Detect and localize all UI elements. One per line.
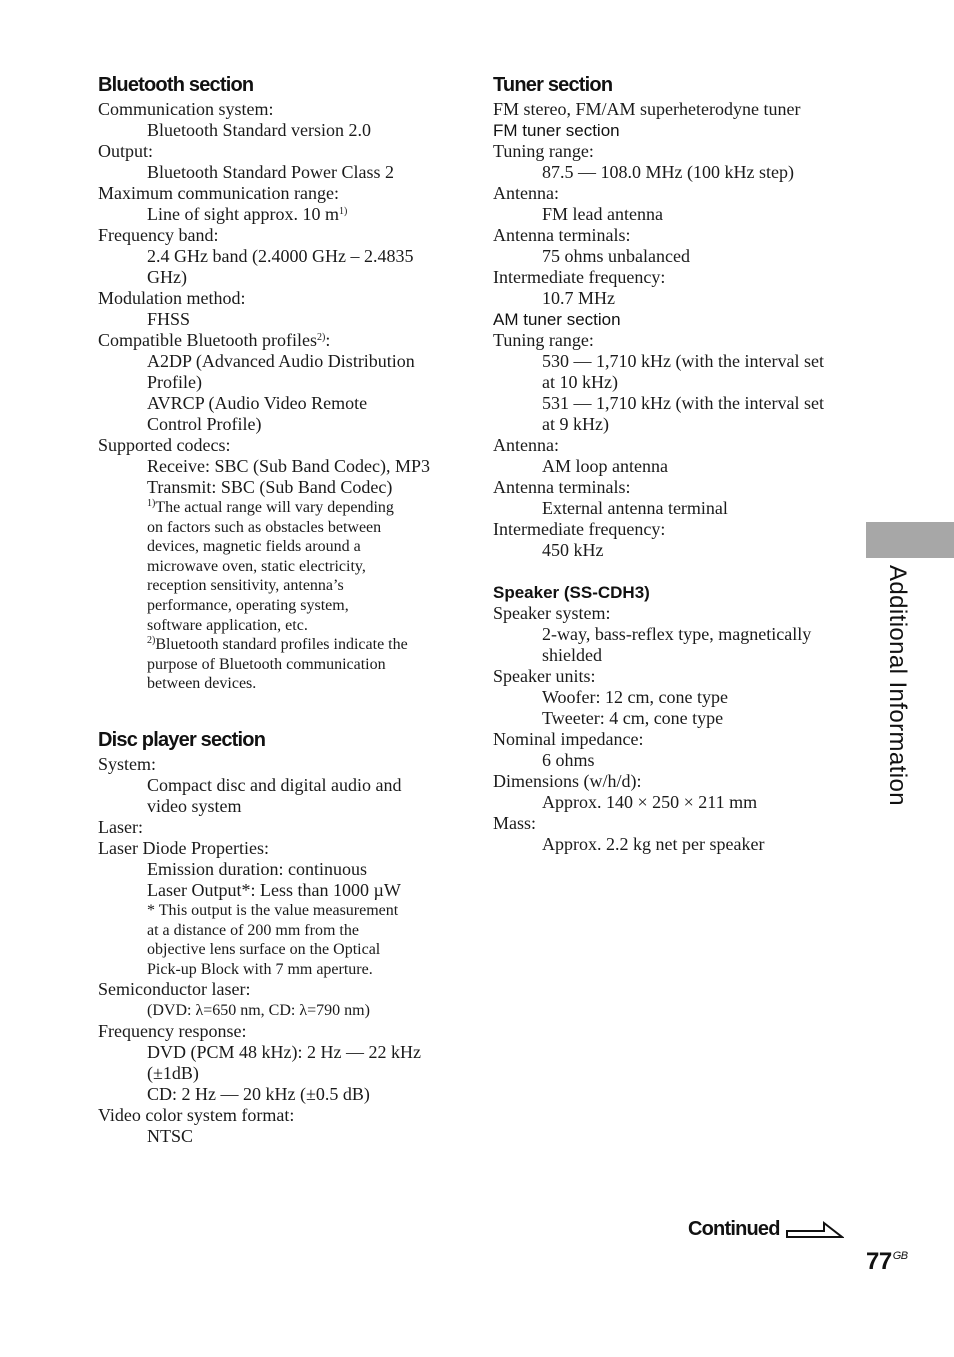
spec-label: Nominal impedance:: [493, 729, 644, 749]
footnote-ref: 2): [316, 332, 326, 343]
fm-tuner-subheading: FM tuner section: [493, 121, 620, 140]
spec-value: A2DP (Advanced Audio Distribution: [147, 351, 415, 371]
footnote-text: The actual range will vary depending: [155, 499, 394, 516]
footnote-marker: 1): [147, 498, 156, 509]
footnote-line: on factors such as obstacles between: [147, 518, 382, 536]
spec-value: 75 ohms unbalanced: [542, 246, 690, 266]
spec-label: Antenna:: [493, 435, 559, 455]
spec-label: Speaker system:: [493, 603, 611, 623]
spec-label: Tuning range:: [493, 141, 594, 161]
spec-label: Dimensions (w/h/d):: [493, 771, 642, 791]
spec-value: Bluetooth Standard version 2.0: [147, 120, 371, 140]
spec-label: Mass:: [493, 813, 537, 833]
spec-label: Intermediate frequency:: [493, 519, 666, 539]
spec-label: Semiconductor laser:: [98, 979, 251, 1000]
spec-value: GHz): [147, 267, 187, 287]
spec-label: Laser:: [98, 816, 143, 837]
spec-value: (DVD: λ=650 nm, CD: λ=790 nm): [147, 1002, 370, 1020]
speaker-section-heading: Speaker (SS-CDH3): [493, 583, 650, 602]
footnote-line: devices, magnetic fields around a: [147, 538, 361, 556]
spec-value: Approx. 140 × 250 × 211 mm: [542, 792, 758, 812]
footnote-1: [98, 498, 458, 635]
spec-label: Frequency response:: [98, 1021, 247, 1042]
footnote-line: software application, etc.: [147, 616, 308, 634]
spec-value: [98, 204, 458, 225]
page-number: [866, 1248, 908, 1276]
spec-value: 530 — 1,710 kHz (with the interval set: [542, 351, 824, 371]
footnote-2: [98, 635, 458, 694]
right-column: [493, 72, 853, 855]
tuner-section-heading: Tuner section: [493, 74, 613, 96]
continued-arrow-icon: [786, 1219, 844, 1241]
spec-value: (±1dB): [147, 1063, 199, 1084]
spec-value: 531 — 1,710 kHz (with the interval set: [542, 393, 824, 413]
page-number-value: 77: [866, 1248, 892, 1275]
spec-value: 2.4 GHz band (2.4000 GHz – 2.4835: [147, 246, 414, 266]
spec-label: Supported codecs:: [98, 435, 231, 455]
spec-value: DVD (PCM 48 kHz): 2 Hz — 22 kHz: [147, 1042, 421, 1063]
footnote-ref: 1): [338, 206, 348, 217]
section-tab-marker: [866, 522, 954, 558]
footnote-line: objective lens surface on the Optical: [147, 941, 381, 959]
footnote-text: This output is the value measurement: [158, 901, 399, 919]
footnote-text: Bluetooth standard profiles indicate the: [155, 636, 408, 654]
footnote-line: at a distance of 200 mm from the: [147, 921, 359, 939]
footnote-line: [147, 635, 458, 655]
spec-value: Woofer: 12 cm, cone type: [542, 687, 728, 707]
spec-value: 2-way, bass-reflex type, magnetically: [542, 624, 812, 644]
spec-label: Laser Diode Properties:: [98, 837, 269, 858]
laser-footnote: [98, 901, 458, 979]
spec-value: Receive: SBC (Sub Band Codec), MP3: [147, 456, 430, 476]
spec-label: Intermediate frequency:: [493, 267, 666, 287]
footnote-line: purpose of Bluetooth communication: [147, 655, 386, 673]
spec-label: Frequency band:: [98, 225, 219, 245]
bluetooth-section-heading: Bluetooth section: [98, 74, 254, 96]
spec-label: [98, 330, 458, 351]
spec-label: Speaker units:: [493, 666, 596, 686]
footnote-marker: 2): [147, 635, 156, 647]
spec-label: Output:: [98, 141, 154, 161]
spec-label: Tuning range:: [493, 330, 594, 350]
footnote-line: Pick-up Block with 7 mm aperture.: [147, 960, 373, 978]
spec-label: Modulation method:: [98, 288, 246, 308]
spec-value: Laser Output*: Less than 1000 µW: [147, 879, 401, 900]
spec-value: video system: [147, 795, 242, 816]
spec-value: FHSS: [147, 309, 191, 329]
am-tuner-subheading: AM tuner section: [493, 310, 621, 329]
spec-value: Profile): [147, 372, 202, 392]
footnote-line: microwave oven, static electricity,: [147, 557, 366, 575]
spec-value: Transmit: SBC (Sub Band Codec): [147, 477, 393, 497]
spec-label: Antenna terminals:: [493, 225, 631, 245]
side-tab-label: Additional Information: [884, 565, 911, 806]
page-number-suffix: GB: [892, 1250, 908, 1262]
spec-label: FM stereo, FM/AM superheterodyne tuner: [493, 99, 801, 119]
spacer: [493, 561, 853, 582]
spec-value: 87.5 — 108.0 MHz (100 kHz step): [542, 162, 794, 182]
spec-value: NTSC: [147, 1126, 194, 1147]
spec-value: FM lead antenna: [542, 204, 663, 224]
spec-label: Antenna terminals:: [493, 477, 631, 497]
spec-value: CD: 2 Hz — 20 kHz (±0.5 dB): [147, 1084, 370, 1105]
spec-value: Emission duration: continuous: [147, 858, 367, 879]
footnote-line: [147, 901, 458, 921]
spec-value: at 10 kHz): [542, 372, 618, 392]
disc-player-section-heading: Disc player section: [98, 728, 266, 751]
spec-value: shielded: [542, 645, 602, 665]
spec-label: Antenna:: [493, 183, 559, 203]
spec-value: Bluetooth Standard Power Class 2: [147, 162, 394, 182]
spec-label: Video color system format:: [98, 1105, 295, 1126]
continued-indicator: [688, 1218, 844, 1241]
spec-value: Control Profile): [147, 414, 262, 434]
footnote-line: reception sensitivity, antenna’s: [147, 577, 344, 595]
spec-value: Approx. 2.2 kg net per speaker: [542, 834, 765, 854]
spec-value: Tweeter: 4 cm, cone type: [542, 708, 724, 728]
range-value-text: Line of sight approx. 10 m: [147, 204, 339, 224]
spec-value: 6 ohms: [542, 750, 595, 770]
spec-value: at 9 kHz): [542, 414, 609, 434]
footnote-line: [147, 498, 458, 518]
spec-value: 450 kHz: [542, 540, 604, 560]
footnote-line: between devices.: [147, 675, 257, 693]
footnote-marker: *: [147, 901, 155, 919]
colon: :: [325, 330, 331, 350]
spec-value: AM loop antenna: [542, 456, 668, 476]
left-column: [98, 72, 458, 1147]
spec-value: AVRCP (Audio Video Remote: [147, 393, 368, 413]
footnote-line: performance, operating system,: [147, 596, 349, 614]
spec-label: System:: [98, 753, 157, 774]
spec-value: External antenna terminal: [542, 498, 728, 518]
spec-value: 10.7 MHz: [542, 288, 615, 308]
spec-label: Maximum communication range:: [98, 183, 339, 203]
continued-label: Continued: [688, 1218, 780, 1240]
profiles-label-text: Compatible Bluetooth profiles: [98, 330, 317, 350]
spec-label: Communication system:: [98, 99, 274, 119]
spec-value: Compact disc and digital audio and: [147, 774, 402, 795]
spacer: [98, 694, 458, 727]
